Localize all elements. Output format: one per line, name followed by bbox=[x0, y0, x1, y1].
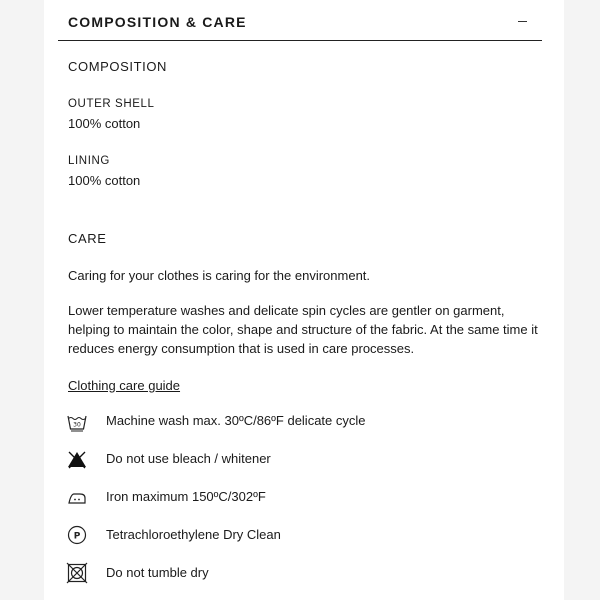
care-instruction-row bbox=[66, 410, 536, 432]
care-body: Lower temperature washes and delicate spin cycles are gentler on garment, helping to maintain the color, shape and structure of the fabric. At the same time it reduces energy consumption that is used in care processes. bbox=[68, 303, 538, 356]
accordion-title: COMPOSITION & CARE bbox=[68, 14, 247, 30]
lining-value: 100% cotton bbox=[68, 173, 141, 188]
collapse-button[interactable] bbox=[514, 10, 534, 30]
iron-medium-icon bbox=[66, 486, 88, 508]
care-instruction-text: Do not use bleach / whitener bbox=[106, 451, 271, 466]
svg-text:30: 30 bbox=[73, 421, 81, 429]
no-tumble-dry-icon bbox=[66, 562, 88, 584]
dry-clean-p-icon bbox=[66, 524, 88, 546]
outer-shell-value: 100% cotton bbox=[68, 116, 141, 131]
svg-text:P: P bbox=[73, 531, 81, 542]
care-heading: CARE bbox=[68, 231, 107, 246]
composition-heading: COMPOSITION bbox=[68, 59, 168, 74]
care-instruction-text: Do not tumble dry bbox=[106, 565, 209, 580]
clothing-care-guide-link[interactable]: Clothing care guide bbox=[68, 378, 181, 393]
lining-label: LINING bbox=[68, 155, 110, 167]
care-instruction-row bbox=[66, 562, 536, 584]
no-bleach-icon bbox=[66, 448, 88, 470]
wash-30-icon bbox=[66, 410, 88, 432]
outer-shell-label: OUTER SHELL bbox=[68, 98, 155, 110]
care-instruction-row bbox=[66, 486, 536, 508]
composition-care-panel bbox=[44, 0, 564, 600]
accordion-header[interactable] bbox=[58, 0, 542, 41]
care-instruction-text: Machine wash max. 30ºC/86ºF delicate cycle bbox=[106, 413, 366, 428]
care-intro: Caring for your clothes is caring for the environment. bbox=[68, 268, 371, 283]
care-instruction-row bbox=[66, 448, 536, 470]
care-instruction-text: Tetrachloroethylene Dry Clean bbox=[106, 527, 281, 542]
care-instruction-row bbox=[66, 524, 536, 546]
minus-icon bbox=[518, 21, 527, 22]
care-instruction-text: Iron maximum 150ºC/302ºF bbox=[106, 489, 266, 504]
